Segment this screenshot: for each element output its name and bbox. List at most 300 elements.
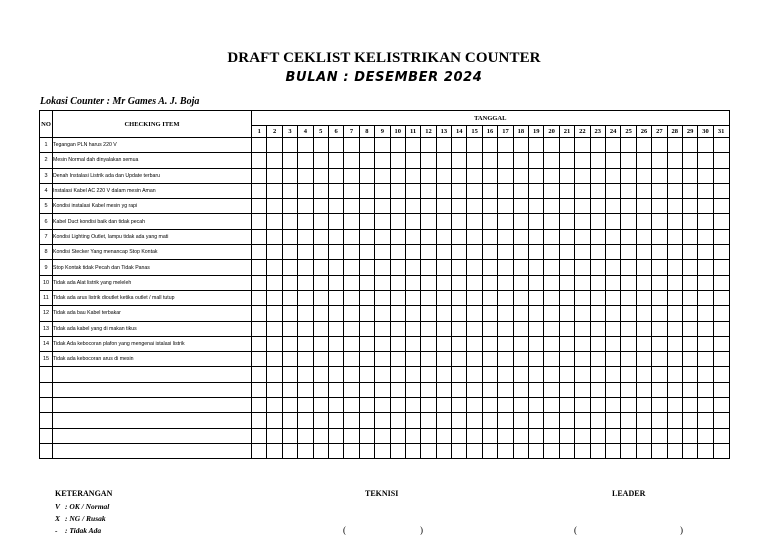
check-cell[interactable] — [267, 413, 282, 428]
check-cell[interactable] — [282, 336, 297, 351]
check-cell[interactable] — [636, 443, 651, 458]
check-cell[interactable] — [298, 306, 313, 321]
check-cell[interactable] — [682, 382, 697, 397]
check-cell[interactable] — [436, 367, 451, 382]
check-cell[interactable] — [375, 229, 390, 244]
check-cell[interactable] — [359, 229, 374, 244]
check-cell[interactable] — [590, 138, 605, 153]
check-cell[interactable] — [529, 290, 544, 305]
check-cell[interactable] — [282, 260, 297, 275]
check-cell[interactable] — [652, 245, 667, 260]
check-cell[interactable] — [298, 138, 313, 153]
check-cell[interactable] — [529, 352, 544, 367]
check-cell[interactable] — [667, 290, 682, 305]
check-cell[interactable] — [452, 306, 467, 321]
check-cell[interactable] — [636, 153, 651, 168]
check-cell[interactable] — [698, 245, 713, 260]
check-cell[interactable] — [698, 214, 713, 229]
check-cell[interactable] — [652, 428, 667, 443]
check-cell[interactable] — [313, 413, 328, 428]
check-cell[interactable] — [436, 168, 451, 183]
check-cell[interactable] — [605, 138, 620, 153]
check-cell[interactable] — [436, 183, 451, 198]
check-cell[interactable] — [298, 413, 313, 428]
check-cell[interactable] — [467, 321, 482, 336]
check-cell[interactable] — [559, 290, 574, 305]
check-cell[interactable] — [590, 306, 605, 321]
check-cell[interactable] — [267, 153, 282, 168]
check-cell[interactable] — [713, 138, 729, 153]
check-cell[interactable] — [559, 199, 574, 214]
check-cell[interactable] — [359, 382, 374, 397]
check-cell[interactable] — [252, 168, 267, 183]
check-cell[interactable] — [544, 260, 559, 275]
check-cell[interactable] — [605, 153, 620, 168]
check-cell[interactable] — [513, 229, 528, 244]
check-cell[interactable] — [436, 336, 451, 351]
check-cell[interactable] — [328, 306, 343, 321]
check-cell[interactable] — [405, 275, 420, 290]
check-cell[interactable] — [421, 290, 436, 305]
check-cell[interactable] — [282, 382, 297, 397]
check-cell[interactable] — [575, 306, 590, 321]
check-cell[interactable] — [513, 352, 528, 367]
check-cell[interactable] — [405, 153, 420, 168]
check-cell[interactable] — [436, 398, 451, 413]
check-cell[interactable] — [467, 214, 482, 229]
check-cell[interactable] — [344, 275, 359, 290]
check-cell[interactable] — [605, 199, 620, 214]
check-cell[interactable] — [436, 260, 451, 275]
check-cell[interactable] — [621, 443, 636, 458]
check-cell[interactable] — [359, 443, 374, 458]
check-cell[interactable] — [590, 229, 605, 244]
check-cell[interactable] — [636, 352, 651, 367]
check-cell[interactable] — [328, 138, 343, 153]
check-cell[interactable] — [421, 306, 436, 321]
check-cell[interactable] — [698, 413, 713, 428]
check-cell[interactable] — [559, 443, 574, 458]
check-cell[interactable] — [682, 168, 697, 183]
check-cell[interactable] — [605, 382, 620, 397]
check-cell[interactable] — [575, 245, 590, 260]
check-cell[interactable] — [498, 382, 513, 397]
check-cell[interactable] — [498, 275, 513, 290]
check-cell[interactable] — [436, 428, 451, 443]
check-cell[interactable] — [421, 168, 436, 183]
check-cell[interactable] — [513, 168, 528, 183]
check-cell[interactable] — [590, 214, 605, 229]
check-cell[interactable] — [652, 275, 667, 290]
check-cell[interactable] — [482, 199, 497, 214]
check-cell[interactable] — [713, 428, 729, 443]
check-cell[interactable] — [467, 428, 482, 443]
check-cell[interactable] — [652, 214, 667, 229]
check-cell[interactable] — [375, 199, 390, 214]
check-cell[interactable] — [682, 245, 697, 260]
check-cell[interactable] — [713, 168, 729, 183]
check-cell[interactable] — [452, 214, 467, 229]
check-cell[interactable] — [390, 443, 405, 458]
check-cell[interactable] — [436, 290, 451, 305]
check-cell[interactable] — [390, 168, 405, 183]
check-cell[interactable] — [344, 245, 359, 260]
check-cell[interactable] — [298, 153, 313, 168]
check-cell[interactable] — [513, 321, 528, 336]
check-cell[interactable] — [667, 153, 682, 168]
check-cell[interactable] — [375, 413, 390, 428]
check-cell[interactable] — [421, 382, 436, 397]
check-cell[interactable] — [621, 153, 636, 168]
check-cell[interactable] — [267, 321, 282, 336]
check-cell[interactable] — [652, 321, 667, 336]
check-cell[interactable] — [375, 398, 390, 413]
check-cell[interactable] — [328, 229, 343, 244]
check-cell[interactable] — [390, 260, 405, 275]
check-cell[interactable] — [313, 214, 328, 229]
check-cell[interactable] — [667, 321, 682, 336]
check-cell[interactable] — [636, 214, 651, 229]
check-cell[interactable] — [252, 321, 267, 336]
check-cell[interactable] — [328, 214, 343, 229]
check-cell[interactable] — [605, 398, 620, 413]
check-cell[interactable] — [513, 138, 528, 153]
check-cell[interactable] — [452, 168, 467, 183]
check-cell[interactable] — [267, 214, 282, 229]
check-cell[interactable] — [575, 168, 590, 183]
check-cell[interactable] — [529, 183, 544, 198]
check-cell[interactable] — [498, 290, 513, 305]
check-cell[interactable] — [529, 199, 544, 214]
check-cell[interactable] — [298, 275, 313, 290]
check-cell[interactable] — [682, 183, 697, 198]
check-cell[interactable] — [513, 398, 528, 413]
check-cell[interactable] — [621, 199, 636, 214]
check-cell[interactable] — [436, 306, 451, 321]
check-cell[interactable] — [375, 275, 390, 290]
check-cell[interactable] — [359, 306, 374, 321]
check-cell[interactable] — [529, 138, 544, 153]
check-cell[interactable] — [713, 153, 729, 168]
check-cell[interactable] — [713, 183, 729, 198]
check-cell[interactable] — [559, 138, 574, 153]
check-cell[interactable] — [498, 260, 513, 275]
check-cell[interactable] — [575, 214, 590, 229]
check-cell[interactable] — [390, 153, 405, 168]
check-cell[interactable] — [267, 367, 282, 382]
check-cell[interactable] — [328, 443, 343, 458]
check-cell[interactable] — [298, 229, 313, 244]
check-cell[interactable] — [482, 413, 497, 428]
check-cell[interactable] — [344, 229, 359, 244]
check-cell[interactable] — [328, 260, 343, 275]
check-cell[interactable] — [359, 290, 374, 305]
check-cell[interactable] — [698, 183, 713, 198]
check-cell[interactable] — [298, 352, 313, 367]
check-cell[interactable] — [344, 260, 359, 275]
check-cell[interactable] — [529, 413, 544, 428]
check-cell[interactable] — [252, 214, 267, 229]
check-cell[interactable] — [713, 214, 729, 229]
check-cell[interactable] — [513, 183, 528, 198]
check-cell[interactable] — [513, 382, 528, 397]
check-cell[interactable] — [267, 245, 282, 260]
check-cell[interactable] — [313, 443, 328, 458]
check-cell[interactable] — [313, 199, 328, 214]
check-cell[interactable] — [359, 336, 374, 351]
check-cell[interactable] — [282, 352, 297, 367]
check-cell[interactable] — [698, 352, 713, 367]
check-cell[interactable] — [667, 336, 682, 351]
check-cell[interactable] — [421, 352, 436, 367]
check-cell[interactable] — [605, 168, 620, 183]
check-cell[interactable] — [436, 153, 451, 168]
check-cell[interactable] — [559, 153, 574, 168]
check-cell[interactable] — [313, 168, 328, 183]
check-cell[interactable] — [421, 428, 436, 443]
check-cell[interactable] — [482, 321, 497, 336]
check-cell[interactable] — [390, 290, 405, 305]
check-cell[interactable] — [498, 443, 513, 458]
check-cell[interactable] — [513, 275, 528, 290]
check-cell[interactable] — [405, 367, 420, 382]
check-cell[interactable] — [313, 138, 328, 153]
check-cell[interactable] — [267, 275, 282, 290]
check-cell[interactable] — [252, 428, 267, 443]
check-cell[interactable] — [421, 321, 436, 336]
check-cell[interactable] — [590, 275, 605, 290]
check-cell[interactable] — [713, 443, 729, 458]
check-cell[interactable] — [298, 321, 313, 336]
check-cell[interactable] — [452, 413, 467, 428]
check-cell[interactable] — [621, 413, 636, 428]
check-cell[interactable] — [590, 336, 605, 351]
check-cell[interactable] — [575, 352, 590, 367]
check-cell[interactable] — [498, 367, 513, 382]
check-cell[interactable] — [452, 229, 467, 244]
check-cell[interactable] — [282, 183, 297, 198]
check-cell[interactable] — [590, 245, 605, 260]
check-cell[interactable] — [590, 413, 605, 428]
check-cell[interactable] — [313, 260, 328, 275]
check-cell[interactable] — [252, 290, 267, 305]
check-cell[interactable] — [359, 153, 374, 168]
check-cell[interactable] — [513, 443, 528, 458]
check-cell[interactable] — [282, 168, 297, 183]
check-cell[interactable] — [636, 168, 651, 183]
check-cell[interactable] — [421, 214, 436, 229]
check-cell[interactable] — [482, 443, 497, 458]
check-cell[interactable] — [298, 260, 313, 275]
check-cell[interactable] — [605, 336, 620, 351]
check-cell[interactable] — [436, 443, 451, 458]
check-cell[interactable] — [544, 367, 559, 382]
check-cell[interactable] — [698, 199, 713, 214]
check-cell[interactable] — [652, 290, 667, 305]
check-cell[interactable] — [605, 229, 620, 244]
check-cell[interactable] — [652, 352, 667, 367]
check-cell[interactable] — [313, 382, 328, 397]
check-cell[interactable] — [605, 306, 620, 321]
check-cell[interactable] — [421, 413, 436, 428]
check-cell[interactable] — [667, 260, 682, 275]
check-cell[interactable] — [467, 199, 482, 214]
check-cell[interactable] — [436, 245, 451, 260]
check-cell[interactable] — [467, 168, 482, 183]
check-cell[interactable] — [452, 138, 467, 153]
check-cell[interactable] — [575, 275, 590, 290]
check-cell[interactable] — [467, 382, 482, 397]
check-cell[interactable] — [529, 275, 544, 290]
check-cell[interactable] — [467, 443, 482, 458]
check-cell[interactable] — [298, 214, 313, 229]
check-cell[interactable] — [282, 443, 297, 458]
check-cell[interactable] — [344, 443, 359, 458]
check-cell[interactable] — [621, 214, 636, 229]
check-cell[interactable] — [313, 398, 328, 413]
check-cell[interactable] — [252, 138, 267, 153]
check-cell[interactable] — [559, 183, 574, 198]
check-cell[interactable] — [682, 398, 697, 413]
check-cell[interactable] — [313, 275, 328, 290]
check-cell[interactable] — [252, 367, 267, 382]
check-cell[interactable] — [713, 382, 729, 397]
check-cell[interactable] — [652, 260, 667, 275]
check-cell[interactable] — [344, 168, 359, 183]
check-cell[interactable] — [467, 260, 482, 275]
check-cell[interactable] — [713, 398, 729, 413]
check-cell[interactable] — [282, 413, 297, 428]
check-cell[interactable] — [575, 382, 590, 397]
check-cell[interactable] — [252, 260, 267, 275]
check-cell[interactable] — [421, 260, 436, 275]
check-cell[interactable] — [359, 260, 374, 275]
check-cell[interactable] — [559, 367, 574, 382]
check-cell[interactable] — [621, 306, 636, 321]
check-cell[interactable] — [652, 168, 667, 183]
check-cell[interactable] — [529, 336, 544, 351]
check-cell[interactable] — [482, 336, 497, 351]
check-cell[interactable] — [575, 428, 590, 443]
check-cell[interactable] — [267, 443, 282, 458]
check-cell[interactable] — [529, 428, 544, 443]
check-cell[interactable] — [605, 413, 620, 428]
check-cell[interactable] — [667, 214, 682, 229]
check-cell[interactable] — [359, 199, 374, 214]
check-cell[interactable] — [482, 367, 497, 382]
check-cell[interactable] — [713, 260, 729, 275]
check-cell[interactable] — [529, 443, 544, 458]
check-cell[interactable] — [390, 398, 405, 413]
check-cell[interactable] — [359, 168, 374, 183]
check-cell[interactable] — [359, 138, 374, 153]
check-cell[interactable] — [282, 290, 297, 305]
check-cell[interactable] — [344, 306, 359, 321]
check-cell[interactable] — [482, 153, 497, 168]
check-cell[interactable] — [667, 443, 682, 458]
check-cell[interactable] — [652, 183, 667, 198]
check-cell[interactable] — [590, 352, 605, 367]
check-cell[interactable] — [313, 153, 328, 168]
check-cell[interactable] — [513, 290, 528, 305]
check-cell[interactable] — [559, 245, 574, 260]
check-cell[interactable] — [405, 443, 420, 458]
check-cell[interactable] — [652, 382, 667, 397]
check-cell[interactable] — [713, 229, 729, 244]
check-cell[interactable] — [636, 428, 651, 443]
check-cell[interactable] — [405, 428, 420, 443]
check-cell[interactable] — [421, 199, 436, 214]
check-cell[interactable] — [467, 306, 482, 321]
check-cell[interactable] — [682, 306, 697, 321]
check-cell[interactable] — [390, 382, 405, 397]
check-cell[interactable] — [667, 367, 682, 382]
check-cell[interactable] — [590, 382, 605, 397]
check-cell[interactable] — [328, 168, 343, 183]
check-cell[interactable] — [452, 245, 467, 260]
check-cell[interactable] — [313, 183, 328, 198]
check-cell[interactable] — [467, 398, 482, 413]
check-cell[interactable] — [313, 428, 328, 443]
check-cell[interactable] — [405, 168, 420, 183]
check-cell[interactable] — [498, 168, 513, 183]
check-cell[interactable] — [590, 428, 605, 443]
check-cell[interactable] — [667, 138, 682, 153]
check-cell[interactable] — [252, 183, 267, 198]
check-cell[interactable] — [682, 199, 697, 214]
check-cell[interactable] — [390, 138, 405, 153]
check-cell[interactable] — [282, 199, 297, 214]
check-cell[interactable] — [498, 214, 513, 229]
check-cell[interactable] — [467, 275, 482, 290]
check-cell[interactable] — [636, 382, 651, 397]
check-cell[interactable] — [544, 275, 559, 290]
check-cell[interactable] — [390, 199, 405, 214]
check-cell[interactable] — [344, 153, 359, 168]
check-cell[interactable] — [436, 321, 451, 336]
check-cell[interactable] — [498, 229, 513, 244]
check-cell[interactable] — [498, 398, 513, 413]
check-cell[interactable] — [359, 275, 374, 290]
check-cell[interactable] — [636, 199, 651, 214]
check-cell[interactable] — [713, 321, 729, 336]
check-cell[interactable] — [529, 214, 544, 229]
check-cell[interactable] — [513, 336, 528, 351]
check-cell[interactable] — [252, 413, 267, 428]
check-cell[interactable] — [375, 443, 390, 458]
check-cell[interactable] — [682, 229, 697, 244]
check-cell[interactable] — [421, 398, 436, 413]
check-cell[interactable] — [390, 428, 405, 443]
check-cell[interactable] — [344, 428, 359, 443]
check-cell[interactable] — [590, 168, 605, 183]
check-cell[interactable] — [575, 321, 590, 336]
check-cell[interactable] — [529, 382, 544, 397]
check-cell[interactable] — [375, 352, 390, 367]
check-cell[interactable] — [605, 214, 620, 229]
check-cell[interactable] — [590, 199, 605, 214]
check-cell[interactable] — [621, 260, 636, 275]
check-cell[interactable] — [298, 428, 313, 443]
check-cell[interactable] — [267, 352, 282, 367]
check-cell[interactable] — [405, 260, 420, 275]
check-cell[interactable] — [390, 336, 405, 351]
check-cell[interactable] — [359, 398, 374, 413]
check-cell[interactable] — [698, 306, 713, 321]
check-cell[interactable] — [328, 398, 343, 413]
check-cell[interactable] — [667, 398, 682, 413]
check-cell[interactable] — [467, 367, 482, 382]
